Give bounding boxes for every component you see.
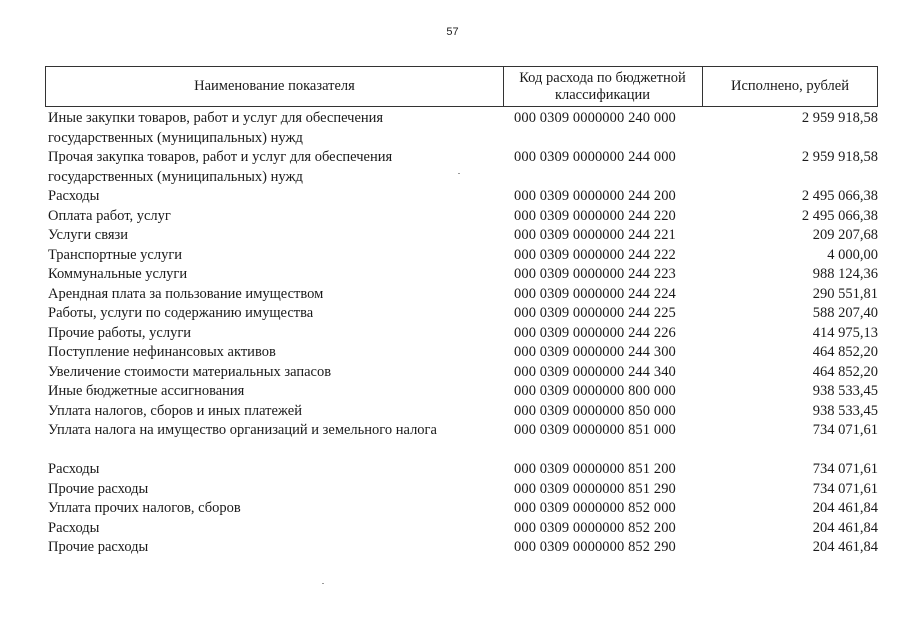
table-row bbox=[45, 480, 878, 500]
scan-speck bbox=[322, 583, 324, 584]
row-code: 000 0309 0000000 851 290 bbox=[514, 480, 676, 497]
table-row bbox=[45, 246, 878, 266]
row-code: 000 0309 0000000 852 290 bbox=[514, 539, 676, 555]
row-code: 000 0309 0000000 244 224 bbox=[514, 285, 676, 302]
row-code: 000 0309 0000000 244 200 bbox=[514, 188, 676, 204]
table-row bbox=[45, 460, 878, 480]
row-code: 000 0309 0000000 852 200 bbox=[514, 519, 676, 536]
row-amount: 464 852,20 bbox=[812, 344, 878, 360]
table-row bbox=[45, 324, 878, 344]
row-amount: 209 207,68 bbox=[812, 227, 878, 243]
row-name: Оплата работ, услуг bbox=[48, 207, 171, 224]
row-amount: 414 975,13 bbox=[812, 324, 878, 341]
scan-speck bbox=[458, 173, 460, 174]
table-row bbox=[45, 499, 878, 519]
row-amount: 2 959 918,58 bbox=[801, 110, 878, 126]
row-code: 000 0309 0000000 244 225 bbox=[514, 305, 676, 321]
row-code: 000 0309 0000000 244 220 bbox=[514, 207, 676, 224]
row-name: Прочая закупка товаров, работ и услуг для обеспечения государственных (муниципальных) нужд bbox=[48, 149, 393, 185]
row-amount: 290 551,81 bbox=[812, 285, 878, 302]
row-code: 000 0309 0000000 852 000 bbox=[514, 500, 676, 516]
row-amount: 588 207,40 bbox=[812, 305, 878, 321]
row-code: 000 0309 0000000 244 223 bbox=[514, 266, 676, 282]
row-name: Уплата прочих налогов, сборов bbox=[48, 500, 241, 516]
table-row bbox=[45, 343, 878, 363]
table-header bbox=[45, 66, 878, 107]
row-amount: 734 071,61 bbox=[812, 461, 878, 477]
table-row bbox=[45, 148, 878, 187]
row-amount: 988 124,36 bbox=[812, 266, 878, 282]
table-row bbox=[45, 265, 878, 285]
row-name: Расходы bbox=[48, 461, 100, 477]
table-row bbox=[45, 382, 878, 402]
row-code: 000 0309 0000000 244 222 bbox=[514, 246, 676, 263]
row-amount: 2 959 918,58 bbox=[801, 149, 878, 165]
table-row bbox=[45, 519, 878, 539]
row-amount: 204 461,84 bbox=[812, 519, 878, 536]
row-amount: 464 852,20 bbox=[812, 363, 878, 380]
column-header-name: Наименование показателя bbox=[46, 67, 504, 106]
row-name: Поступление нефинансовых активов bbox=[48, 344, 276, 360]
table-row bbox=[45, 109, 878, 148]
row-amount: 4 000,00 bbox=[827, 246, 878, 263]
row-amount: 204 461,84 bbox=[812, 539, 878, 555]
row-name: Услуги связи bbox=[48, 227, 129, 243]
row-name: Транспортные услуги bbox=[48, 246, 183, 263]
table-row bbox=[45, 538, 878, 558]
row-name: Увеличение стоимости материальных запасов bbox=[48, 363, 332, 380]
row-amount: 2 495 066,38 bbox=[801, 188, 878, 204]
table-row bbox=[45, 304, 878, 324]
row-amount: 734 071,61 bbox=[812, 480, 878, 497]
row-name: Уплата налога на имущество организаций и земельного налога bbox=[48, 422, 437, 438]
row-amount: 204 461,84 bbox=[812, 500, 878, 516]
page-number: 57 bbox=[446, 26, 459, 38]
row-name: Прочие работы, услуги bbox=[48, 324, 192, 341]
row-name: Иные бюджетные ассигнования bbox=[48, 383, 245, 399]
row-name: Прочие расходы bbox=[48, 480, 149, 497]
row-name: Коммунальные услуги bbox=[48, 266, 188, 282]
table-row bbox=[45, 226, 878, 246]
row-code: 000 0309 0000000 240 000 bbox=[514, 110, 676, 126]
table-row bbox=[45, 285, 878, 305]
row-amount: 938 533,45 bbox=[812, 383, 878, 399]
table-row bbox=[45, 421, 878, 441]
row-code: 000 0309 0000000 244 226 bbox=[514, 324, 676, 341]
row-code: 000 0309 0000000 244 300 bbox=[514, 344, 676, 360]
table-row bbox=[45, 207, 878, 227]
row-name: Арендная плата за пользование имуществом bbox=[48, 285, 324, 302]
row-name: Иные закупки товаров, работ и услуг для обеспечения государственных (муниципальных) нужд bbox=[48, 110, 384, 146]
row-amount: 734 071,61 bbox=[812, 422, 878, 438]
table-row bbox=[45, 187, 878, 207]
table-row bbox=[45, 363, 878, 383]
row-code: 000 0309 0000000 851 000 bbox=[514, 422, 676, 438]
row-code: 000 0309 0000000 850 000 bbox=[514, 402, 676, 419]
row-amount: 938 533,45 bbox=[812, 402, 878, 419]
table-row bbox=[45, 402, 878, 422]
row-name: Работы, услуги по содержанию имущества bbox=[48, 305, 314, 321]
row-name: Расходы bbox=[48, 519, 100, 536]
row-code: 000 0309 0000000 244 221 bbox=[514, 227, 676, 243]
column-header-amount: Исполнено, рублей bbox=[731, 78, 849, 94]
row-code: 000 0309 0000000 244 340 bbox=[514, 363, 676, 380]
row-name: Прочие расходы bbox=[48, 539, 149, 555]
table-body bbox=[45, 109, 878, 558]
row-name: Расходы bbox=[48, 188, 100, 204]
row-amount: 2 495 066,38 bbox=[801, 207, 878, 224]
row-code: 000 0309 0000000 851 200 bbox=[514, 461, 676, 477]
column-header-code: Код расхода по бюджетной классификации bbox=[503, 67, 703, 106]
row-code: 000 0309 0000000 244 000 bbox=[514, 149, 676, 165]
row-name: Уплата налогов, сборов и иных платежей bbox=[48, 402, 302, 419]
row-code: 000 0309 0000000 800 000 bbox=[514, 383, 676, 399]
